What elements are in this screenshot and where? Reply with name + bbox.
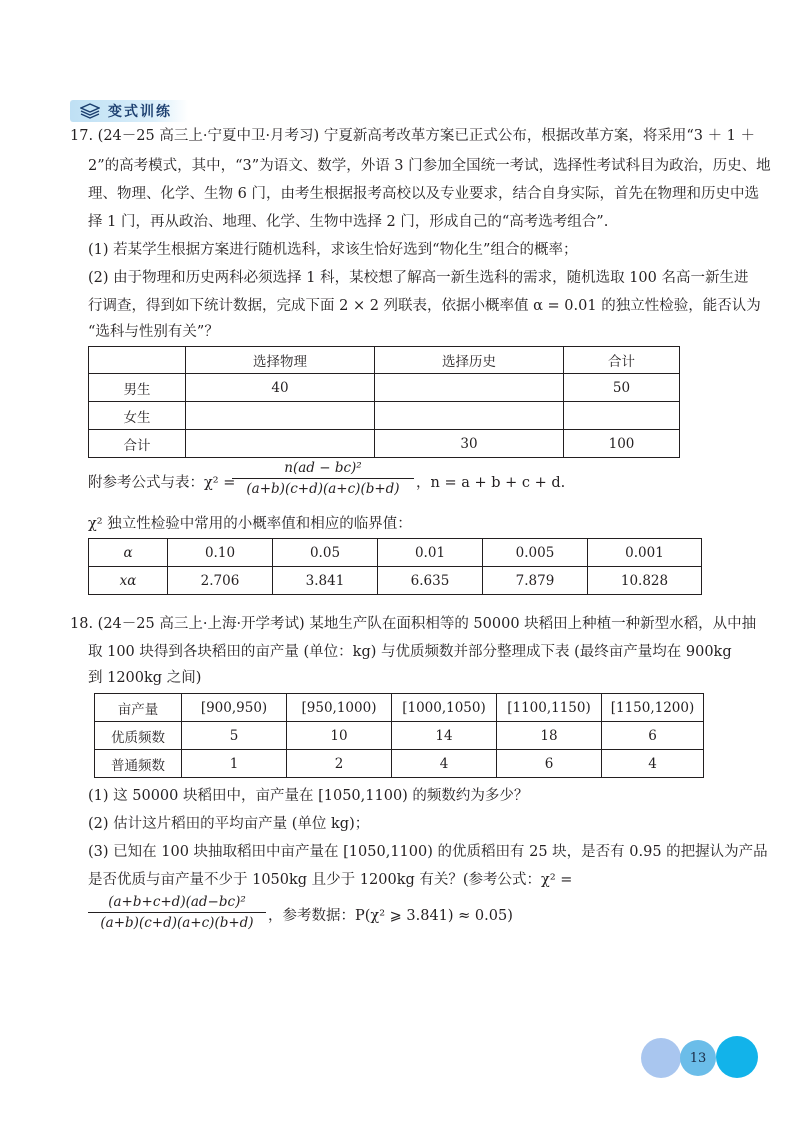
q18-formula-fraction — [88, 894, 266, 931]
table-cell: 女生 — [89, 402, 186, 430]
q18-line-3: 到 1200kg 之间) — [88, 670, 202, 686]
table-header-cell: 选择物理 — [186, 347, 375, 374]
table-header-cell: [1150,1200) — [602, 694, 704, 722]
q17-part-2-line-1: (2) 由于物理和历史两科必须选择 1 科，某校想了解高一新生选科的需求，随机选取 100 名高一新生进 — [88, 270, 749, 286]
table-cell: 0.10 — [168, 539, 273, 567]
table-cell: 6 — [497, 750, 602, 778]
table-cell: 14 — [392, 722, 497, 750]
table-cell: 4 — [392, 750, 497, 778]
table-cell — [186, 402, 375, 430]
q17-formula-suffix: ，n = a + b + c + d. — [416, 475, 566, 491]
table-cell: 30 — [375, 430, 564, 458]
table-cell: 18 — [497, 722, 602, 750]
page-decor-circle-right — [716, 1036, 758, 1078]
table-cell: 7.879 — [483, 567, 588, 595]
q18-part-2: (2) 估计这片稻田的平均亩产量 (单位 kg)； — [88, 816, 370, 832]
layers-icon — [80, 103, 100, 119]
section-title: 变式训练 — [108, 104, 172, 120]
q17-contingency-table — [88, 346, 680, 458]
table-cell: 3.841 — [273, 567, 378, 595]
table-header-cell: [950,1000) — [287, 694, 392, 722]
table-cell — [186, 430, 375, 458]
q18-formula-suffix: ，参考数据：P(χ² ⩾ 3.841) ≈ 0.05) — [268, 908, 513, 924]
q17-formula-fraction — [232, 460, 414, 497]
q17-part-1: (1) 若某学生根据方案进行随机选科，求该生恰好选到“物化生”组合的概率； — [88, 242, 578, 258]
table-cell: 10 — [287, 722, 392, 750]
table-cell: 10.828 — [588, 567, 702, 595]
table-cell: 50 — [564, 374, 680, 402]
table-cell: 男生 — [89, 374, 186, 402]
table-row-label: xα — [89, 567, 168, 595]
q18-part-3-line-1: (3) 已知在 100 块抽取稻田中亩产量在 [1050,1100) 的优质稻田有 25 块，是否有 0.95 的把握认为产品 — [88, 844, 768, 860]
table-header-cell: [1100,1150) — [497, 694, 602, 722]
q17-formula-prefix: 附参考公式与表：χ² = — [88, 475, 236, 491]
formula-denominator: (a+b)(c+d)(a+c)(b+d) — [246, 481, 400, 497]
table-cell: 6 — [602, 722, 704, 750]
formula-numerator: (a+b+c+d)(ad−bc)² — [88, 894, 266, 913]
formula-numerator: n(ad − bc)² — [232, 460, 414, 479]
table-header-cell: 选择历史 — [375, 347, 564, 374]
table-cell: 2 — [287, 750, 392, 778]
formula-denominator: (a+b)(c+d)(a+c)(b+d) — [100, 915, 254, 931]
q17-line-3: 理、物理、化学、生物 6 门，由考生根据报考高校以及专业要求，结合自身实际，首先在物理和历史中选 — [88, 186, 759, 202]
table-cell — [564, 402, 680, 430]
q17-critical-value-table — [88, 538, 702, 595]
q18-part-1: (1) 这 50000 块稻田中，亩产量在 [1050,1100) 的频数约为多少？ — [88, 788, 529, 804]
q18-line-1: 18. (24－25 高三上·上海·开学考试) 某地生产队在面积相等的 50000 块稻田上种植一种新型水稻，从中抽 — [70, 616, 757, 632]
table-row-label: 优质频数 — [95, 722, 182, 750]
table-cell: 0.05 — [273, 539, 378, 567]
table-cell: 1 — [182, 750, 287, 778]
table-cell — [375, 402, 564, 430]
table-cell: 4 — [602, 750, 704, 778]
table-header-cell — [89, 347, 186, 374]
table-row-label: α — [89, 539, 168, 567]
table-cell: 40 — [186, 374, 375, 402]
table-cell: 2.706 — [168, 567, 273, 595]
q17-part-2-line-3: “选科与性别有关”？ — [88, 324, 219, 340]
page-decor-circle-left — [641, 1038, 681, 1078]
table-cell: 0.005 — [483, 539, 588, 567]
q17-line-2: 2”的高考模式，其中，“3”为语文、数学，外语 3 门参加全国统一考试，选择性考试科目为政治，历史、地 — [88, 158, 771, 174]
table-cell: 0.001 — [588, 539, 702, 567]
table-header-cell: [900,950) — [182, 694, 287, 722]
table-header-cell: [1000,1050) — [392, 694, 497, 722]
table-cell: 6.635 — [378, 567, 483, 595]
table-cell — [375, 374, 564, 402]
table-header-cell: 亩产量 — [95, 694, 182, 722]
section-header-badge — [70, 100, 188, 122]
table-cell: 0.01 — [378, 539, 483, 567]
page-number: 13 — [680, 1040, 716, 1076]
table-cell: 5 — [182, 722, 287, 750]
table-row-label: 普通频数 — [95, 750, 182, 778]
q17-line-1: 17. (24－25 高三上·宁夏中卫·月考习) 宁夏新高考改革方案已正式公布，根据改革方案，将采用“3 ＋ 1 ＋ — [70, 128, 756, 144]
q17-critical-caption: χ² 独立性检验中常用的小概率值和相应的临界值： — [88, 516, 412, 532]
q18-yield-table — [94, 693, 704, 778]
table-cell: 合计 — [89, 430, 186, 458]
q18-line-2: 取 100 块得到各块稻田的亩产量 (单位：kg) 与优质频数并部分整理成下表 (最终亩产量均在 900kg — [88, 644, 732, 660]
table-cell: 100 — [564, 430, 680, 458]
q18-part-3-line-2: 是否优质与亩产量不少于 1050kg 且少于 1200kg 有关？(参考公式：χ² = — [88, 872, 573, 888]
q17-line-4: 择 1 门，再从政治、地理、化学、生物中选择 2 门，形成自己的“高考选考组合”. — [88, 214, 609, 230]
table-header-cell: 合计 — [564, 347, 680, 374]
q17-part-2-line-2: 行调查，得到如下统计数据，完成下面 2 × 2 列联表，依据小概率值 α = 0.01 的独立性检验，能否认为 — [88, 298, 761, 314]
